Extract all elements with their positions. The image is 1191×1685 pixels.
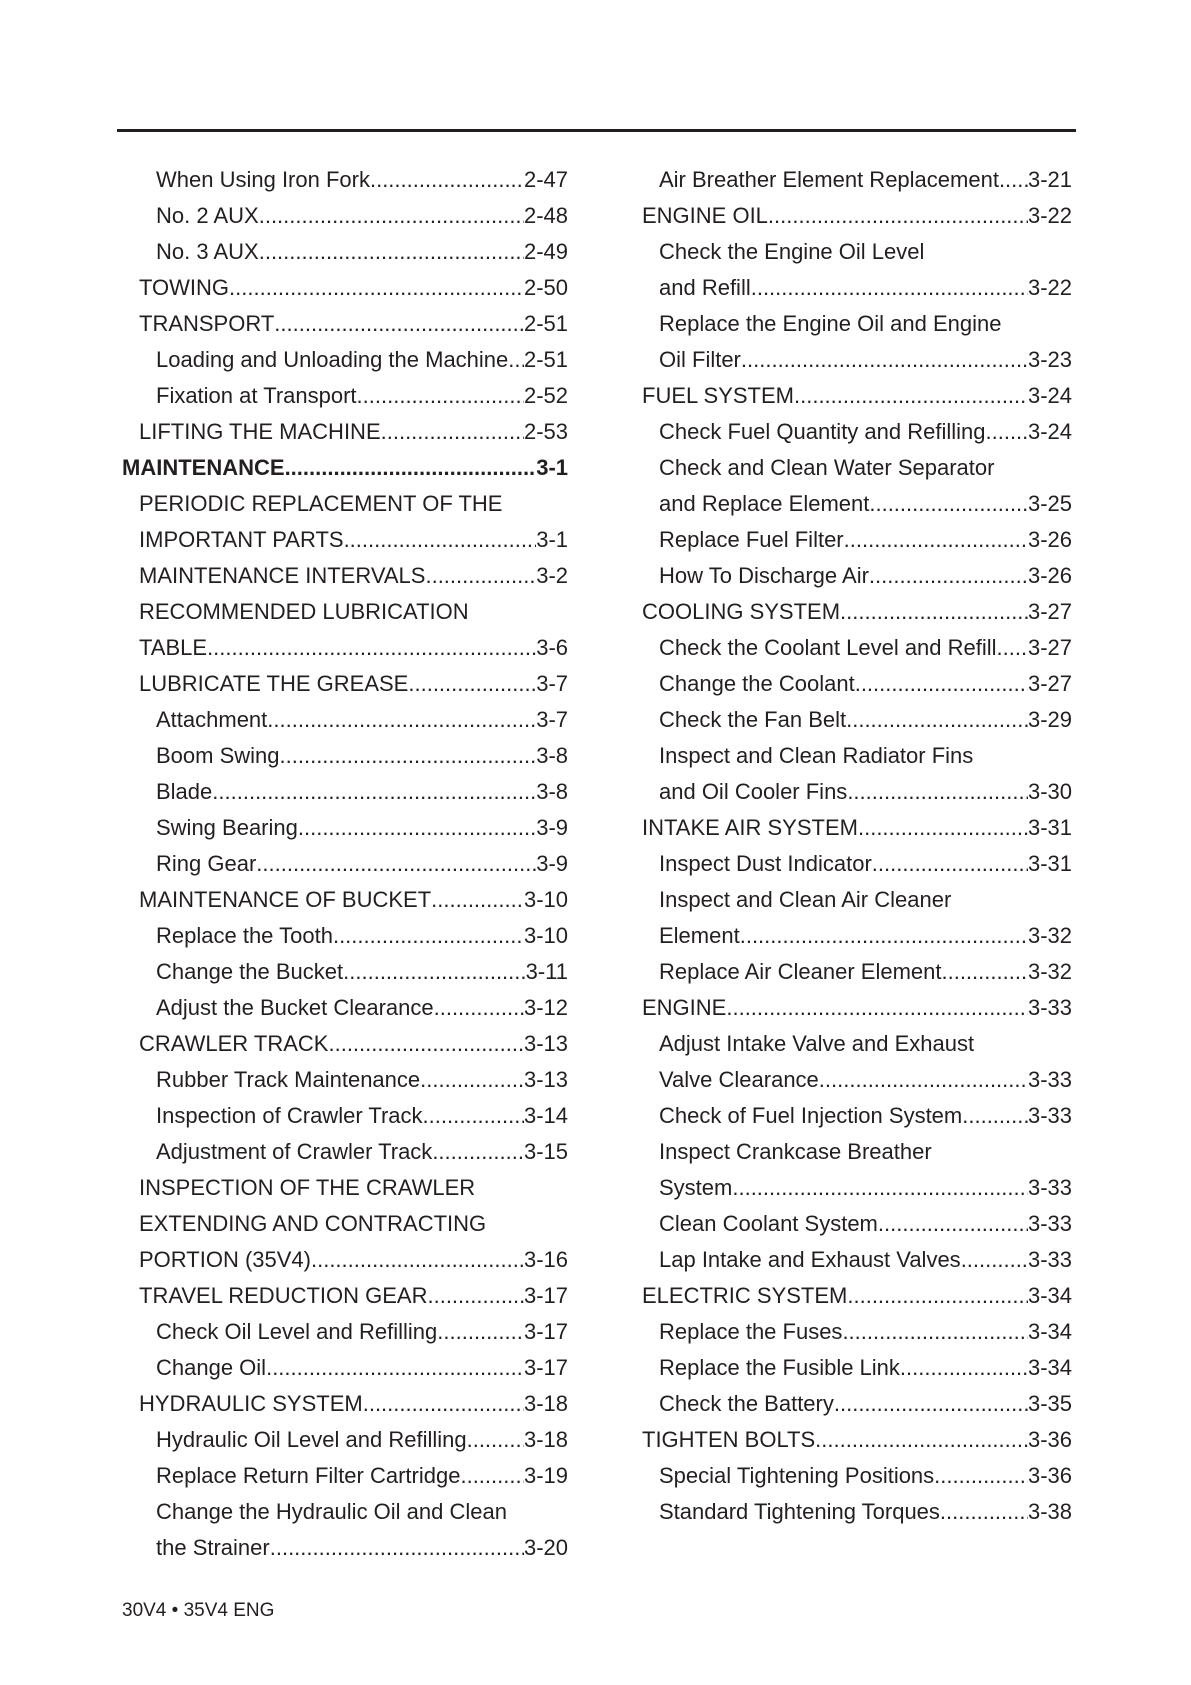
toc-entry [642,1170,1072,1206]
toc-entry [122,1098,568,1134]
toc-entry-page: 3-11 [525,959,568,984]
toc-entry-title: Adjust Intake Valve and Exhaust [659,1031,975,1056]
toc-entry-page: 3-20 [523,1535,568,1560]
toc-entry [642,882,1072,918]
toc-entry [122,306,568,342]
toc-entry [122,522,568,558]
footer-model-label: 30V4 • 35V4 ENG [122,1600,275,1621]
toc-dot-leader [834,1386,1028,1422]
toc-left-column [122,162,568,1566]
toc-entry-title: Hydraulic Oil Level and Refilling [156,1427,467,1452]
toc-dot-leader [207,630,536,666]
toc-entry-title: MAINTENANCE OF BUCKET [139,887,432,912]
toc-entry [642,1278,1072,1314]
toc-entry-title: ENGINE [642,995,727,1020]
toc-entry [642,1242,1072,1278]
toc-entry [642,918,1072,954]
toc-entry-page: 3-6 [536,635,568,660]
toc-dot-leader [460,1458,523,1494]
toc-entry-title: the Strainer [156,1535,270,1560]
toc-dot-leader [878,1206,1028,1242]
toc-entry [122,450,568,486]
toc-entry [122,1386,568,1422]
toc-entry [122,1170,568,1206]
toc-entry [642,378,1072,414]
toc-dot-leader [840,594,1028,630]
toc-dot-leader [846,702,1028,738]
toc-entry-page: 3-24 [1027,419,1072,444]
toc-entry-page: 3-18 [523,1427,568,1452]
toc-dot-leader [999,162,1028,198]
toc-entry [642,630,1072,666]
toc-entry [122,1350,568,1386]
toc-dot-leader [751,270,1028,306]
toc-entry [122,198,568,234]
toc-dot-leader [819,1062,1028,1098]
toc-entry-page: 3-14 [523,1103,568,1128]
toc-dot-leader [259,234,524,270]
toc-entry-page: 2-51 [523,347,568,372]
toc-entry [122,918,568,954]
toc-entry-title: TOWING [139,275,230,300]
toc-entry-page: 3-10 [523,887,568,912]
toc-entry-page: 3-31 [1027,815,1072,840]
toc-entry-page: 3-34 [1027,1319,1072,1344]
toc-entry [122,342,568,378]
toc-dot-leader [370,162,524,198]
toc-dot-leader [311,1242,524,1278]
toc-entry [642,702,1072,738]
toc-entry-title: Replace the Tooth [156,923,333,948]
toc-entry [642,450,1072,486]
toc-entry [122,1134,568,1170]
toc-entry-title: and Replace Element [659,491,870,516]
toc-entry-title: Loading and Unloading the Machine [156,347,509,372]
toc-entry-title: No. 2 AUX [156,203,259,228]
toc-entry-page: 3-1 [536,527,568,552]
toc-right-column [642,162,1072,1530]
toc-entry [122,738,568,774]
toc-entry-title: Replace the Engine Oil and Engine [659,311,1002,336]
toc-entry [642,738,1072,774]
toc-entry-page: 3-18 [523,1391,568,1416]
toc-entry-page: 3-33 [1027,1247,1072,1272]
toc-entry [642,1098,1072,1134]
toc-entry [122,234,568,270]
toc-entry-page: 3-33 [1027,1067,1072,1092]
toc-entry [642,846,1072,882]
toc-dot-leader [941,954,1027,990]
toc-dot-leader [508,342,524,378]
toc-dot-leader [434,990,524,1026]
toc-dot-leader [869,486,1028,522]
toc-entry-title: IMPORTANT PARTS [139,527,344,552]
toc-entry-page: 3-35 [1027,1391,1072,1416]
toc-entry-title: HYDRAULIC SYSTEM [139,1391,363,1416]
toc-entry [642,1458,1072,1494]
toc-entry-page: 3-8 [536,743,568,768]
toc-entry-title: Check and Clean Water Separator [659,455,995,480]
toc-entry-title: Check of Fuel Injection System [659,1103,963,1128]
toc-dot-leader [855,666,1028,702]
toc-entry-title: EXTENDING AND CONTRACTING [139,1211,487,1236]
toc-entry-title: Inspect Dust Indicator [659,851,872,876]
toc-entry [122,702,568,738]
toc-entry [642,558,1072,594]
toc-entry [642,234,1072,270]
toc-dot-leader [858,810,1028,846]
toc-entry-page: 3-25 [1027,491,1072,516]
toc-entry [122,270,568,306]
toc-entry-title: RECOMMENDED LUBRICATION [139,599,469,624]
toc-entry [122,1278,568,1314]
toc-entry-page: 3-13 [523,1031,568,1056]
toc-entry-title: Ring Gear [156,851,257,876]
toc-entry-page: 3-15 [523,1139,568,1164]
toc-dot-leader [962,1098,1028,1134]
toc-entry-title: Inspect and Clean Air Cleaner [659,887,952,912]
toc-dot-leader [815,1422,1028,1458]
toc-entry-title: INTAKE AIR SYSTEM [642,815,858,840]
toc-entry [122,882,568,918]
toc-entry [642,1134,1072,1170]
toc-entry [122,162,568,198]
toc-dot-leader [432,1134,524,1170]
toc-entry [642,1206,1072,1242]
toc-dot-leader [427,1278,523,1314]
toc-entry-page: 3-38 [1027,1499,1072,1524]
toc-entry-page: 3-21 [1027,167,1072,192]
toc-entry-title: Adjustment of Crawler Track [156,1139,433,1164]
toc-entry-title: Replace the Fuses [659,1319,843,1344]
toc-entry-title: PERIODIC REPLACEMENT OF THE [139,491,503,516]
toc-dot-leader [212,774,536,810]
toc-entry [122,1206,568,1242]
toc-dot-leader [280,738,537,774]
toc-entry-title: Rubber Track Maintenance [156,1067,421,1092]
toc-dot-leader [343,954,525,990]
toc-entry-title: Fixation at Transport [156,383,357,408]
toc-dot-leader [344,522,537,558]
toc-entry-title: TRAVEL REDUCTION GEAR [139,1283,428,1308]
toc-dot-leader [847,774,1028,810]
toc-entry-title: Standard Tightening Torques [659,1499,940,1524]
toc-entry-page: 2-50 [523,275,568,300]
toc-entry [642,270,1072,306]
toc-dot-leader [934,1458,1028,1494]
toc-entry-page: 3-33 [1027,1175,1072,1200]
toc-entry-title: Air Breather Element Replacement [659,167,999,192]
toc-entry [642,954,1072,990]
toc-entry-title: MAINTENANCE INTERVALS [139,563,426,588]
toc-entry [642,522,1072,558]
toc-entry [122,1242,568,1278]
toc-dot-leader [274,306,524,342]
toc-entry [122,414,568,450]
toc-dot-leader [363,1386,524,1422]
toc-dot-leader [328,1026,523,1062]
toc-entry-page: 3-7 [536,707,568,732]
toc-dot-leader [437,1314,524,1350]
toc-dot-leader [986,414,1028,450]
toc-entry-title: How To Discharge Air [659,563,869,588]
toc-entry-page: 3-12 [523,995,568,1020]
toc-entry [122,378,568,414]
toc-entry-title: Check the Fan Belt [659,707,847,732]
toc-entry [122,1458,568,1494]
toc-dot-leader [768,198,1028,234]
toc-entry-title: Change the Hydraulic Oil and Clean [156,1499,507,1524]
toc-dot-leader [425,558,536,594]
toc-entry-title: and Refill [659,275,751,300]
toc-entry-title: MAINTENANCE [122,455,285,480]
toc-entry [642,666,1072,702]
toc-entry-title: Blade [156,779,213,804]
toc-entry-page: 3-27 [1027,635,1072,660]
toc-dot-leader [740,918,1028,954]
toc-entry [642,198,1072,234]
toc-dot-leader [267,702,536,738]
toc-entry [642,486,1072,522]
toc-entry-title: and Oil Cooler Fins [659,779,848,804]
toc-entry-page: 3-8 [536,779,568,804]
toc-entry-title: PORTION (35V4) [139,1247,311,1272]
toc-dot-leader [842,1314,1028,1350]
toc-entry [122,486,568,522]
toc-entry [642,1026,1072,1062]
toc-dot-leader [408,666,536,702]
toc-entry [642,774,1072,810]
toc-entry-title: CRAWLER TRACK [139,1031,329,1056]
toc-entry-page: 3-13 [523,1067,568,1092]
toc-dot-leader [333,918,524,954]
toc-entry [122,1314,568,1350]
toc-entry-page: 2-53 [523,419,568,444]
toc-dot-leader [298,810,536,846]
toc-entry-page: 3-22 [1027,275,1072,300]
toc-dot-leader [940,1494,1028,1530]
toc-entry-page: 3-31 [1027,851,1072,876]
toc-entry-page: 3-36 [1027,1427,1072,1452]
toc-entry [122,630,568,666]
toc-entry-title: Adjust the Bucket Clearance [156,995,434,1020]
toc-entry-page: 3-10 [523,923,568,948]
toc-entry-title: TRANSPORT [139,311,275,336]
toc-entry-page: 3-9 [536,815,568,840]
toc-entry-page: 2-49 [523,239,568,264]
toc-entry [642,1494,1072,1530]
toc-entry-page: 3-27 [1027,599,1072,624]
toc-entry [122,954,568,990]
toc-entry [122,1026,568,1062]
toc-entry [122,666,568,702]
toc-entry-page: 3-22 [1027,203,1072,228]
toc-entry-page: 2-51 [523,311,568,336]
toc-entry-title: System [659,1175,733,1200]
toc-dot-leader [381,414,524,450]
toc-entry [122,558,568,594]
toc-entry [122,990,568,1026]
toc-entry-page: 3-33 [1027,995,1072,1020]
toc-entry-page: 2-52 [523,383,568,408]
toc-entry-title: Check Oil Level and Refilling [156,1319,438,1344]
toc-entry-page: 3-16 [523,1247,568,1272]
toc-entry-title: LUBRICATE THE GREASE [139,671,409,696]
toc-entry [122,846,568,882]
toc-entry-title: INSPECTION OF THE CRAWLER [139,1175,476,1200]
toc-entry-title: Check the Engine Oil Level [659,239,925,264]
toc-entry-page: 3-32 [1027,923,1072,948]
toc-dot-leader [256,846,536,882]
toc-dot-leader [900,1350,1028,1386]
toc-entry-page: 3-23 [1027,347,1072,372]
toc-entry-page: 3-27 [1027,671,1072,696]
toc-entry [642,594,1072,630]
toc-entry-title: Replace Air Cleaner Element [659,959,942,984]
toc-entry-title: Replace Fuel Filter [659,527,844,552]
toc-entry-page: 3-36 [1027,1463,1072,1488]
toc-entry-page: 3-33 [1027,1211,1072,1236]
toc-entry [642,1422,1072,1458]
toc-entry-title: FUEL SYSTEM [642,383,794,408]
toc-entry [122,1422,568,1458]
toc-entry [642,342,1072,378]
toc-entry-title: Oil Filter [659,347,741,372]
toc-entry [642,162,1072,198]
toc-entry [642,1350,1072,1386]
toc-dot-leader [794,378,1028,414]
toc-entry-page: 3-9 [536,851,568,876]
toc-dot-leader [467,1422,524,1458]
toc-entry-page: 3-33 [1027,1103,1072,1128]
toc-dot-leader [869,558,1028,594]
toc-entry-page: 3-30 [1027,779,1072,804]
toc-entry [642,810,1072,846]
toc-entry-title: Inspect and Clean Radiator Fins [659,743,974,768]
toc-entry-page: 3-24 [1027,383,1072,408]
toc-entry [642,1314,1072,1350]
toc-entry-title: Change Oil [156,1355,267,1380]
toc-dot-leader [741,342,1028,378]
toc-entry-title: Change the Coolant [659,671,855,696]
toc-entry-page: 3-7 [536,671,568,696]
toc-entry-page: 3-1 [536,455,568,480]
toc-dot-leader [872,846,1028,882]
toc-entry-title: Boom Swing [156,743,280,768]
toc-entry [122,594,568,630]
toc-entry-page: 3-34 [1027,1283,1072,1308]
toc-dot-leader [229,270,524,306]
toc-dot-leader [270,1530,524,1566]
toc-dot-leader [423,1098,524,1134]
toc-entry-page: 3-26 [1027,563,1072,588]
toc-dot-leader [844,522,1028,558]
toc-entry-title: Lap Intake and Exhaust Valves [659,1247,961,1272]
toc-dot-leader [259,198,524,234]
toc-entry-title: ELECTRIC SYSTEM [642,1283,848,1308]
toc-dot-leader [732,1170,1028,1206]
toc-entry-page: 3-17 [523,1283,568,1308]
toc-entry-title: When Using Iron Fork [156,167,370,192]
toc-entry [122,1530,568,1566]
toc-entry-page: 2-48 [523,203,568,228]
toc-entry-title: Clean Coolant System [659,1211,878,1236]
toc-entry-title: Special Tightening Positions [659,1463,935,1488]
toc-entry-page: 3-26 [1027,527,1072,552]
toc-entry [642,1062,1072,1098]
toc-entry-title: Change the Bucket [156,959,344,984]
toc-entry-title: Inspect Crankcase Breather [659,1139,932,1164]
toc-entry [642,306,1072,342]
toc-dot-leader [357,378,524,414]
toc-entry-page: 3-17 [523,1319,568,1344]
toc-dot-leader [266,1350,524,1386]
toc-entry [122,774,568,810]
toc-entry-page: 3-29 [1027,707,1072,732]
toc-entry-title: Replace Return Filter Cartridge [156,1463,461,1488]
toc-entry-page: 3-32 [1027,959,1072,984]
toc-dot-leader [420,1062,524,1098]
toc-entry [642,990,1072,1026]
toc-entry-title: Element [659,923,740,948]
toc-entry-page: 2-47 [523,167,568,192]
toc-dot-leader [847,1278,1028,1314]
header-rule [117,129,1076,132]
toc-entry [642,1386,1072,1422]
toc-entry-title: Check the Coolant Level and Refill [659,635,997,660]
toc-dot-leader [431,882,524,918]
toc-dot-leader [285,450,537,486]
toc-entry-page: 3-19 [523,1463,568,1488]
toc-entry [642,414,1072,450]
toc-entry-title: COOLING SYSTEM [642,599,841,624]
toc-entry-title: Inspection of Crawler Track [156,1103,423,1128]
toc-entry-title: TIGHTEN BOLTS [642,1427,816,1452]
toc-entry-page: 3-34 [1027,1355,1072,1380]
toc-entry-title: Replace the Fusible Link [659,1355,900,1380]
toc-entry-title: Valve Clearance [659,1067,819,1092]
toc-entry-title: Attachment [156,707,268,732]
toc-entry-page: 3-2 [536,563,568,588]
toc-entry-title: TABLE [139,635,208,660]
toc-entry-title: No. 3 AUX [156,239,259,264]
toc-entry-title: Check Fuel Quantity and Refilling [659,419,986,444]
toc-entry-title: Swing Bearing [156,815,298,840]
toc-entry [122,810,568,846]
toc-entry-page: 3-17 [523,1355,568,1380]
toc-entry [122,1494,568,1530]
toc-dot-leader [726,990,1028,1026]
toc-entry-title: LIFTING THE MACHINE [139,419,381,444]
toc-dot-leader [961,1242,1028,1278]
toc-entry [122,1062,568,1098]
toc-dot-leader [997,630,1028,666]
toc-entry-title: ENGINE OIL [642,203,768,228]
toc-entry-title: Check the Battery [659,1391,834,1416]
